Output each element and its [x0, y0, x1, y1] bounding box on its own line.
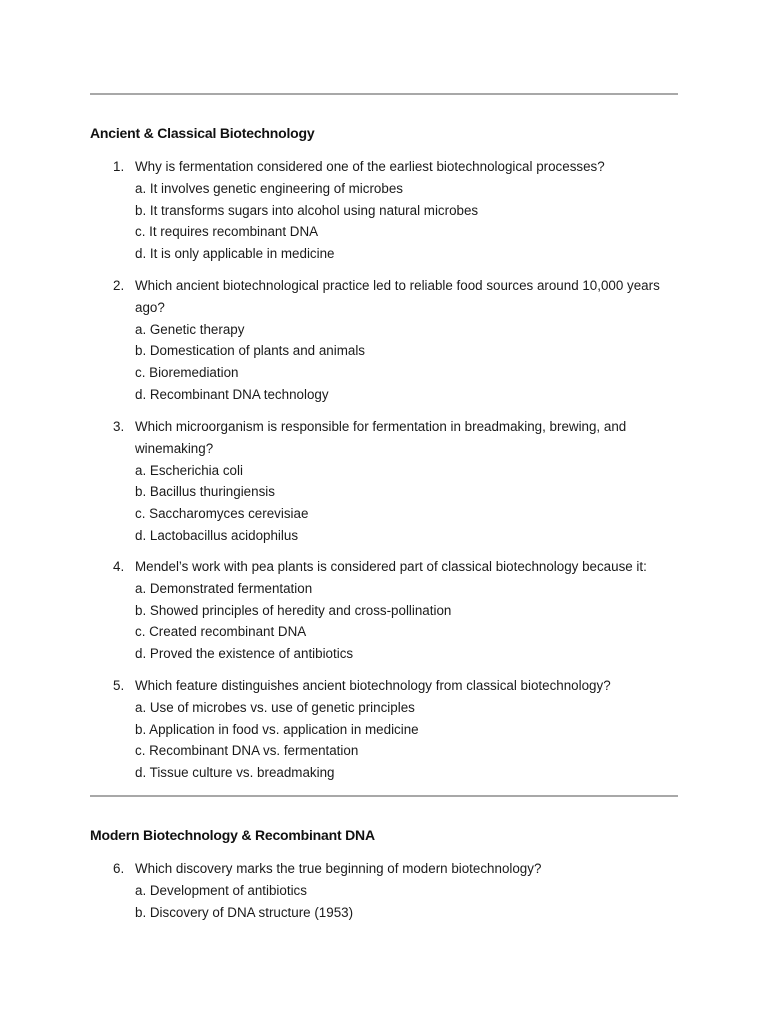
question-6	[90, 858, 680, 923]
question-2	[90, 275, 680, 406]
question-text: Which discovery marks the true beginning of modern biotechnology?	[135, 861, 542, 876]
question-text: Why is fermentation considered one of the earliest biotechnological processes?	[135, 159, 605, 174]
option-c: c. Bioremediation	[135, 365, 239, 381]
option-a: a. Genetic therapy	[135, 321, 245, 337]
question-number: 3.	[113, 419, 125, 434]
question-text: Which microorganism is responsible for fermentation in breadmaking, brewing, and winemaking?	[135, 419, 627, 456]
question-number: 1.	[113, 159, 125, 174]
question-text: Mendel’s work with pea plants is considered part of classical biotechnology because it:	[135, 559, 647, 574]
question-text: Which feature distinguishes ancient biotechnology from classical biotechnology?	[135, 678, 611, 693]
option-d: d. Recombinant DNA technology	[135, 386, 329, 402]
question-number: 4.	[113, 559, 125, 574]
question-5	[90, 675, 680, 784]
option-a: a. Demonstrated fermentation	[135, 580, 313, 596]
option-c: c. Saccharomyces cerevisiae	[135, 506, 309, 522]
question-4	[90, 556, 680, 665]
option-a: a. Use of microbes vs. use of genetic principles	[135, 699, 415, 715]
question-number: 2.	[113, 278, 125, 293]
option-c: c. Recombinant DNA vs. fermentation	[135, 743, 359, 759]
option-a: a. Development of antibiotics	[135, 882, 307, 898]
option-b: b. Bacillus thuringiensis	[135, 484, 275, 500]
option-d: d. Proved the existence of antibiotics	[135, 646, 354, 662]
option-b: b. Domestication of plants and animals	[135, 343, 365, 359]
question-1	[90, 156, 680, 265]
option-b: b. Showed principles of heredity and cross-pollination	[135, 602, 452, 618]
question-text: Which ancient biotechnological practice led to reliable food sources around 10,000 years ago?	[135, 278, 660, 315]
option-c: c. Created recombinant DNA	[135, 624, 307, 640]
question-number: 5.	[113, 678, 125, 693]
section-heading: Modern Biotechnology & Recombinant DNA	[90, 827, 375, 843]
option-a: a. It involves genetic engineering of microbes	[135, 180, 403, 196]
option-c: c. It requires recombinant DNA	[135, 224, 319, 240]
horizontal-rule	[90, 93, 678, 95]
option-d: d. Tissue culture vs. breadmaking	[135, 765, 335, 781]
option-b: b. Discovery of DNA structure (1953)	[135, 904, 354, 920]
horizontal-rule	[90, 795, 678, 797]
section-heading: Ancient & Classical Biotechnology	[90, 125, 315, 141]
option-b: b. Application in food vs. application in medicine	[135, 721, 419, 737]
question-number: 6.	[113, 861, 125, 876]
option-d: d. Lactobacillus acidophilus	[135, 527, 299, 543]
option-b: b. It transforms sugars into alcohol using natural microbes	[135, 202, 479, 218]
question-3	[90, 416, 680, 547]
option-a: a. Escherichia coli	[135, 462, 243, 478]
option-d: d. It is only applicable in medicine	[135, 246, 335, 262]
